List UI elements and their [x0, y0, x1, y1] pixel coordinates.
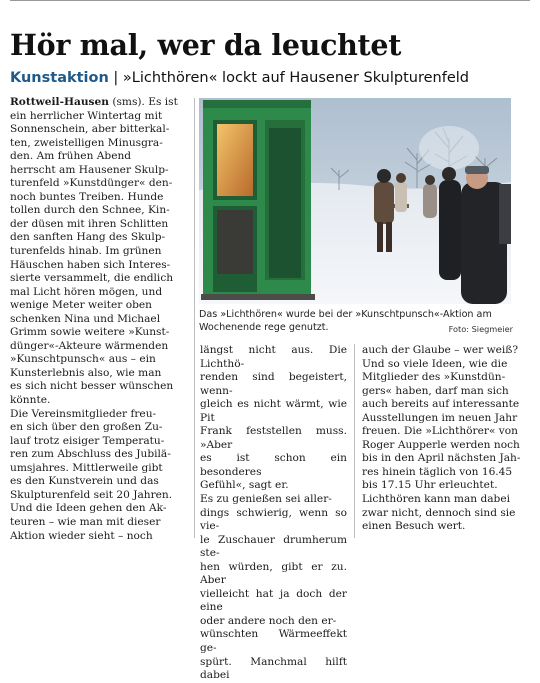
article-line: umsjahres. Mittlerweile gibt: [10, 461, 163, 474]
article-line: auch der Glaube – wer weiß?: [362, 344, 519, 356]
kicker-separator: |: [113, 70, 119, 86]
article-line: Die Vereinsmitglieder freu-: [10, 407, 157, 420]
article-line: sierte versammelt, die endlich: [10, 272, 174, 285]
article-line: oder andere noch den er-: [200, 614, 337, 627]
article-column-1: [10, 96, 190, 543]
article-line: Aktion wieder sieht – noch: [10, 529, 153, 542]
article-line: es den Kunstverein und das: [10, 475, 159, 488]
article-line: einen Besuch wert.: [362, 520, 466, 533]
article-line: ren zum Abschluss des Jubilä-: [10, 448, 171, 461]
article-line: dings schwierig, wenn so vie-: [200, 506, 347, 533]
article-line: Und die Ideen gehen den Ak-: [10, 502, 167, 515]
article-line: Kunsterlebnis also, wie man: [10, 366, 162, 379]
column-divider: [354, 344, 355, 538]
article-line: tollen durch den Schnee, Kin-: [10, 204, 170, 217]
article-line: freuen. Die »Lichthörer« von: [362, 425, 518, 438]
kicker: Kunstaktion: [10, 70, 109, 86]
dateline: Rottweil-Hausen: [10, 96, 109, 108]
article-line: (sms). Es ist: [112, 96, 178, 108]
article-line: wenige Meter weiter oben: [10, 299, 152, 312]
article-line: Skulpturenfeld seit 20 Jahren.: [10, 488, 173, 501]
article-line: Lichthören kann man dabei: [362, 493, 510, 506]
photo-illustration: [199, 98, 511, 304]
article-line: en sich über den großen Zu-: [10, 421, 163, 434]
article-line: lauf trotz eisiger Temperatu-: [10, 434, 165, 447]
article-line: längst nicht aus. Die Lichthö-: [200, 344, 347, 370]
article-line: auch bereits auf interessante: [362, 398, 520, 411]
photo-credit: Foto: Siegmeier: [448, 323, 513, 334]
article-line: gleich es nicht wärmt, wie Pit: [200, 398, 347, 424]
article-line: schenken Nina und Michael: [10, 312, 161, 325]
article-line: vielleicht hat ja doch der eine: [200, 587, 347, 614]
article-line: bis in den April nächsten Jah-: [362, 452, 521, 465]
article-line: dünger«-Akteure wärmenden: [10, 339, 169, 352]
article-line: wünschten Wärmeeffekt ge-: [200, 628, 347, 655]
article-line: Roger Aupperle werden noch: [362, 438, 520, 451]
article-line: turenfeld »Kunstdünger« den-: [10, 177, 173, 190]
article-line: gers« haben, darf man sich: [362, 384, 509, 397]
article-line: es sich nicht besser wünschen: [10, 380, 174, 393]
article-line: »Kunschtpunsch« aus – ein: [10, 353, 156, 366]
headline: Hör mal, wer da leuchtet: [10, 28, 402, 62]
article-line: Und so viele Ideen, wie die: [362, 357, 508, 370]
article-line: Gefühl«, sagt er.: [200, 479, 289, 492]
article-line: den. Am frühen Abend: [10, 150, 132, 163]
article-line: teuren – wie man mit dieser: [10, 515, 161, 528]
subheadline-row: [10, 68, 469, 88]
article-line: spürt. Manchmal hilft dabei: [200, 655, 347, 682]
article-line: Es zu genießen sei aller-: [200, 493, 332, 506]
article-line: bis 17.15 Uhr erleuchtet.: [362, 479, 498, 492]
article-line: turenfelds hinab. Im grünen: [10, 245, 162, 258]
article-line: Grimm sowie weitere »Kunst-: [10, 326, 170, 339]
article-line: renden sind begeistert, wenn-: [200, 371, 347, 397]
article-line: le Zuschauer drumherum ste-: [200, 533, 347, 560]
article-line: der düsen mit ihren Schlitten: [10, 217, 169, 230]
article-line: res hinein täglich von 16.45: [362, 465, 513, 478]
article-line: Sonnenschein, aber bitterkal-: [10, 123, 170, 136]
column-divider: [194, 98, 195, 538]
article-line: herrscht am Hausener Skulp-: [10, 163, 169, 176]
article-photo: [199, 98, 511, 304]
article-line: ten, zweistelligen Minusgra-: [10, 136, 163, 149]
article-line: hen würden, gibt er zu. Aber: [200, 560, 347, 587]
article-line: Frank feststellen muss. »Aber: [200, 425, 347, 451]
article-line: es ist schon ein besonderes: [200, 452, 347, 478]
top-rule: [10, 0, 530, 1]
article-line: zwar nicht, dennoch sind sie: [362, 506, 516, 519]
article-line: Häuschen haben sich Interes-: [10, 258, 171, 271]
article-line: könnte.: [10, 394, 51, 407]
article-line: ein herrlicher Wintertag mit: [10, 109, 163, 122]
photo-caption: [199, 309, 513, 335]
article-line: mal Licht hören mögen, und: [10, 285, 163, 298]
article-line: noch buntes Treiben. Hunde: [10, 190, 164, 203]
caption-text: Das »Lichthören« wurde bei der »Kunschtpunsch«-Aktion am Wochenende rege genutzt.: [199, 309, 492, 333]
article-column-2: [200, 344, 347, 683]
article-line: Ausstellungen im neuen Jahr: [362, 411, 518, 424]
subheadline: »Lichthören« lockt auf Hausener Skulpturenfeld: [122, 70, 469, 86]
article-line: Mitglieder des »Kunstdün-: [362, 371, 506, 384]
article-column-3: [362, 344, 526, 534]
article-line: den sanften Hang des Skulp-: [10, 231, 166, 244]
